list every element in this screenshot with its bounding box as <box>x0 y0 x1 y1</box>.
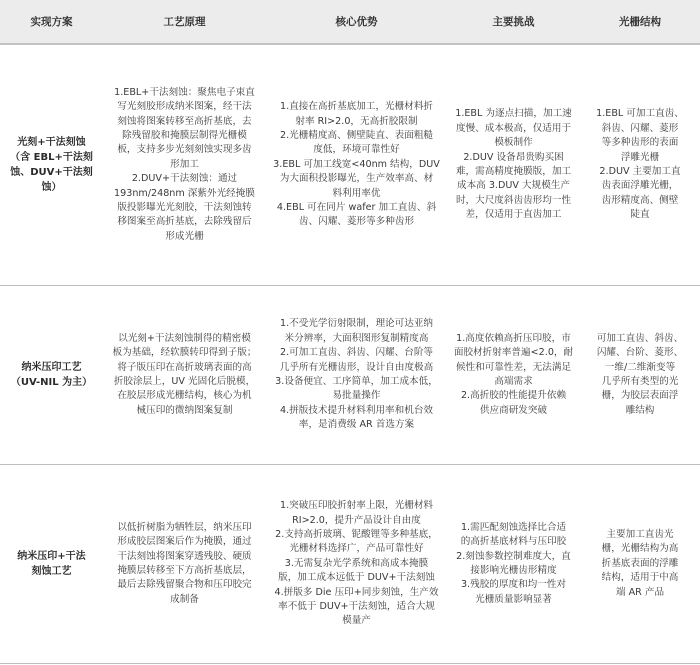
cell-principle <box>103 465 266 664</box>
cell-line: 为大面积投影曝光，生产效率高、材 <box>279 173 434 185</box>
cell-line: 供应商研发突破 <box>479 404 548 416</box>
cell-line: 主要加工直齿光 <box>606 529 674 541</box>
cell-line: 写光刻胶形成纳米图案，经干法 <box>117 101 252 113</box>
header-scheme: 实现方案 <box>0 0 103 44</box>
cell-line: 2.可加工直齿、斜齿、闪耀、台阶等 <box>279 347 434 359</box>
cell-line: 齿形精度高、侧壁 <box>601 194 679 206</box>
cell-line: 2.支持高折玻璃、铌酸锂等多种基底， <box>275 529 438 541</box>
cell-principle <box>103 44 266 286</box>
header-structure: 光栅结构 <box>580 0 700 44</box>
cell-line: 刻蚀工艺 <box>31 566 72 577</box>
cell-line: 栅，光栅结构为高 <box>601 543 679 555</box>
cell-line: 以低折树脂为牺牲层，纳米压印 <box>117 521 252 533</box>
cell-line: 蚀、DUV+干法刻 <box>10 167 93 178</box>
cell-line: 板，支持多步光刻刻蚀实现多齿 <box>117 144 252 156</box>
cell-line: 刻蚀将图案转移至高折基底，去 <box>117 115 252 127</box>
cell-line: 1.EBL+干法刻蚀：聚焦电子束直 <box>114 86 255 98</box>
cell-advantage <box>266 44 447 286</box>
cell-line: 1.突破压印胶折射率上限，光栅材料 <box>279 500 434 512</box>
cell-line: 时，大尺度斜齿齿形均一性 <box>455 194 572 206</box>
cell-line: 4.拼版多 Die 压印+同步刻蚀，生产效 <box>274 586 439 598</box>
cell-line: 等多种齿形的表面 <box>601 137 679 149</box>
cell-line: 纳米压印工艺 <box>21 362 82 373</box>
cell-structure <box>580 286 700 465</box>
cell-line: 2.刻蚀参数控制难度大，直 <box>456 550 571 562</box>
cell-line: 度慢、成本极高，仅适用于 <box>455 122 572 134</box>
cell-line: 1.不受光学衍射限制，理论可达亚纳 <box>279 318 434 330</box>
cell-line: 1.EBL 可加工直齿、 <box>596 108 684 120</box>
cell-line: 2.DUV 设备昂贵购买困 <box>463 151 564 163</box>
cell-line: 版，加工成本远低于 DUV+干法刻蚀 <box>278 572 435 584</box>
cell-line: 形成光栅 <box>165 230 204 242</box>
cell-line: （UV-NIL 为主） <box>10 377 93 388</box>
cell-line: 可加工直齿、斜齿、 <box>596 332 684 344</box>
cell-line: 度低，环境可靠性好 <box>313 144 400 156</box>
cell-line: 形成胶层图案后作为掩膜，通过 <box>117 536 252 548</box>
cell-line: 率不低于 DUV+干法刻蚀，适合大规 <box>278 600 435 612</box>
cell-challenge <box>447 465 580 664</box>
cell-line: 形加工 <box>170 158 199 170</box>
cell-line: 3.设备便宜、工序简单，加工成本低， <box>275 376 438 387</box>
cell-line: 易批量操作 <box>332 390 381 402</box>
cell-structure <box>580 465 700 664</box>
cell-line: 移图案至高折基底，去除残留后 <box>117 216 252 228</box>
cell-line: 光栅质量影响显著 <box>475 593 552 605</box>
cell-line: 雕结构 <box>625 404 655 416</box>
cell-challenge <box>447 44 580 286</box>
cell-line: 1.高度依赖高折压印胶，市 <box>456 332 571 344</box>
table-row <box>0 465 700 664</box>
cell-line: 射率 RI>2.0，无高折胶限制 <box>295 115 418 127</box>
header-principle: 工艺原理 <box>103 0 266 44</box>
cell-line: 版投影曝光光刻胶，干法刻蚀转 <box>117 201 252 213</box>
cell-line: 2.光栅精度高、侧壁陡直、表面粗糙 <box>279 130 434 142</box>
cell-line: 1.直接在高折基底加工，光栅材料折 <box>279 101 434 113</box>
cell-line: 高端需求 <box>494 376 533 387</box>
cell-line: 蚀） <box>41 182 62 193</box>
cell-line: 纳米压印+干法 <box>17 551 86 562</box>
cell-line: 差，仅适用于直齿加工 <box>465 209 562 221</box>
cell-line: 几乎所有类型的光 <box>601 376 679 387</box>
header-advantage: 核心优势 <box>266 0 447 44</box>
cell-scheme <box>0 465 103 664</box>
cell-line: 2.高折胶的性能提升依赖 <box>460 390 567 402</box>
cell-line: 浮雕光栅 <box>620 151 660 163</box>
table-row <box>0 286 700 465</box>
cell-scheme <box>0 286 103 465</box>
cell-advantage <box>266 465 447 664</box>
table-header-row <box>0 0 700 44</box>
cell-line: 除残留胶和掩膜层制得光栅模 <box>122 130 247 142</box>
cell-line: 板为基础，经软膜转印得到子版； <box>112 347 257 359</box>
cell-line: 最后去除残留聚合物和压印胶完 <box>117 579 252 591</box>
cell-structure <box>580 44 700 286</box>
cell-challenge <box>447 286 580 465</box>
cell-line: 将子版压印在高折玻璃表面的高 <box>117 361 252 373</box>
cell-line: 一维/二维渐变等 <box>604 361 676 373</box>
cell-line: 闪耀、台阶、菱形、 <box>596 347 684 359</box>
cell-line: 光刻+干法刻蚀 <box>17 137 86 148</box>
cell-line: 模量产 <box>342 615 371 627</box>
cell-line: 几乎所有光栅齿形，设计自由度极高 <box>279 361 434 373</box>
cell-line: 以光刻+干法刻蚀制得的精密模 <box>118 332 251 344</box>
cell-line: 3.无需复杂光学系统和高成本掩膜 <box>284 557 429 569</box>
cell-line: 折基底表面的浮雕 <box>601 557 679 569</box>
cell-line: 光栅材料选择广，产品可靠性好 <box>289 543 424 555</box>
cell-line: 械压印的微纳图案复制 <box>136 404 233 416</box>
cell-line: 候性和可靠性差，无法满足 <box>455 361 572 373</box>
cell-line: 成本高 3.DUV 大规模生产 <box>457 180 570 192</box>
cell-line: 斜齿、闪耀、菱形 <box>601 122 679 134</box>
cell-line: 端 AR 产品 <box>615 586 665 598</box>
cell-line: 的高折基底材料与压印胶 <box>460 536 567 548</box>
cell-line: 4.EBL 可在同片 wafer 加工直齿、斜 <box>276 201 437 213</box>
cell-line: 2.DUV 主要加工直 <box>599 166 681 177</box>
cell-line: 2.DUV+干法刻蚀：通过 <box>131 173 238 185</box>
cell-line: 米分辨率，大面积图形复制精度高 <box>284 332 429 344</box>
cell-line: 齿、闪耀、菱形等多种齿形 <box>298 216 415 228</box>
cell-line: 模板制作 <box>494 137 533 149</box>
cell-line: （含 EBL+干法刻 <box>10 152 93 163</box>
cell-line: 3.残胶的厚度和均一性对 <box>460 579 567 591</box>
header-challenge: 主要挑战 <box>447 0 580 44</box>
cell-line: 料利用率优 <box>332 187 381 199</box>
cell-line: 率，是消费级 AR 首选方案 <box>298 419 415 431</box>
cell-line: 难，需高精度掩膜版，加工 <box>455 166 572 177</box>
cell-principle <box>103 286 266 465</box>
cell-line: 干法刻蚀将图案穿透残胶、硬质 <box>117 550 252 562</box>
cell-line: 面胶材折射率普遍<2.0，耐 <box>453 347 574 359</box>
cell-scheme <box>0 44 103 286</box>
cell-line: 193nm/248nm 深紫外光经掩膜 <box>114 187 255 199</box>
table-row <box>0 44 700 286</box>
cell-line: 成制备 <box>170 593 199 605</box>
cell-line: 1.EBL 为逐点扫描，加工速 <box>455 108 572 120</box>
cell-line: 折胶涂层上，UV 光固化后脱模， <box>113 376 256 387</box>
cell-line: RI>2.0，提升产品设计自由度 <box>292 514 421 526</box>
cell-advantage <box>266 286 447 465</box>
cell-line: 陡直 <box>630 209 650 221</box>
cell-line: 在胶层形成光栅结构，核心为机 <box>117 390 252 402</box>
cell-line: 4.拼版技术提升材料利用率和机台效 <box>279 404 434 416</box>
cell-line: 3.EBL 可加工线宽<40nm 结构，DUV <box>273 158 440 170</box>
cell-line: 结构，适用于中高 <box>601 572 679 584</box>
cell-line: 齿表面浮雕光栅， <box>601 180 679 192</box>
cell-line: 栅，为胶层表面浮 <box>601 390 679 402</box>
cell-line: 1.需匹配刻蚀选择比合适 <box>460 521 567 533</box>
cell-line: 接影响光栅齿形精度 <box>470 565 557 576</box>
cell-line: 掩膜层转移至下方高折基底层， <box>117 565 252 576</box>
